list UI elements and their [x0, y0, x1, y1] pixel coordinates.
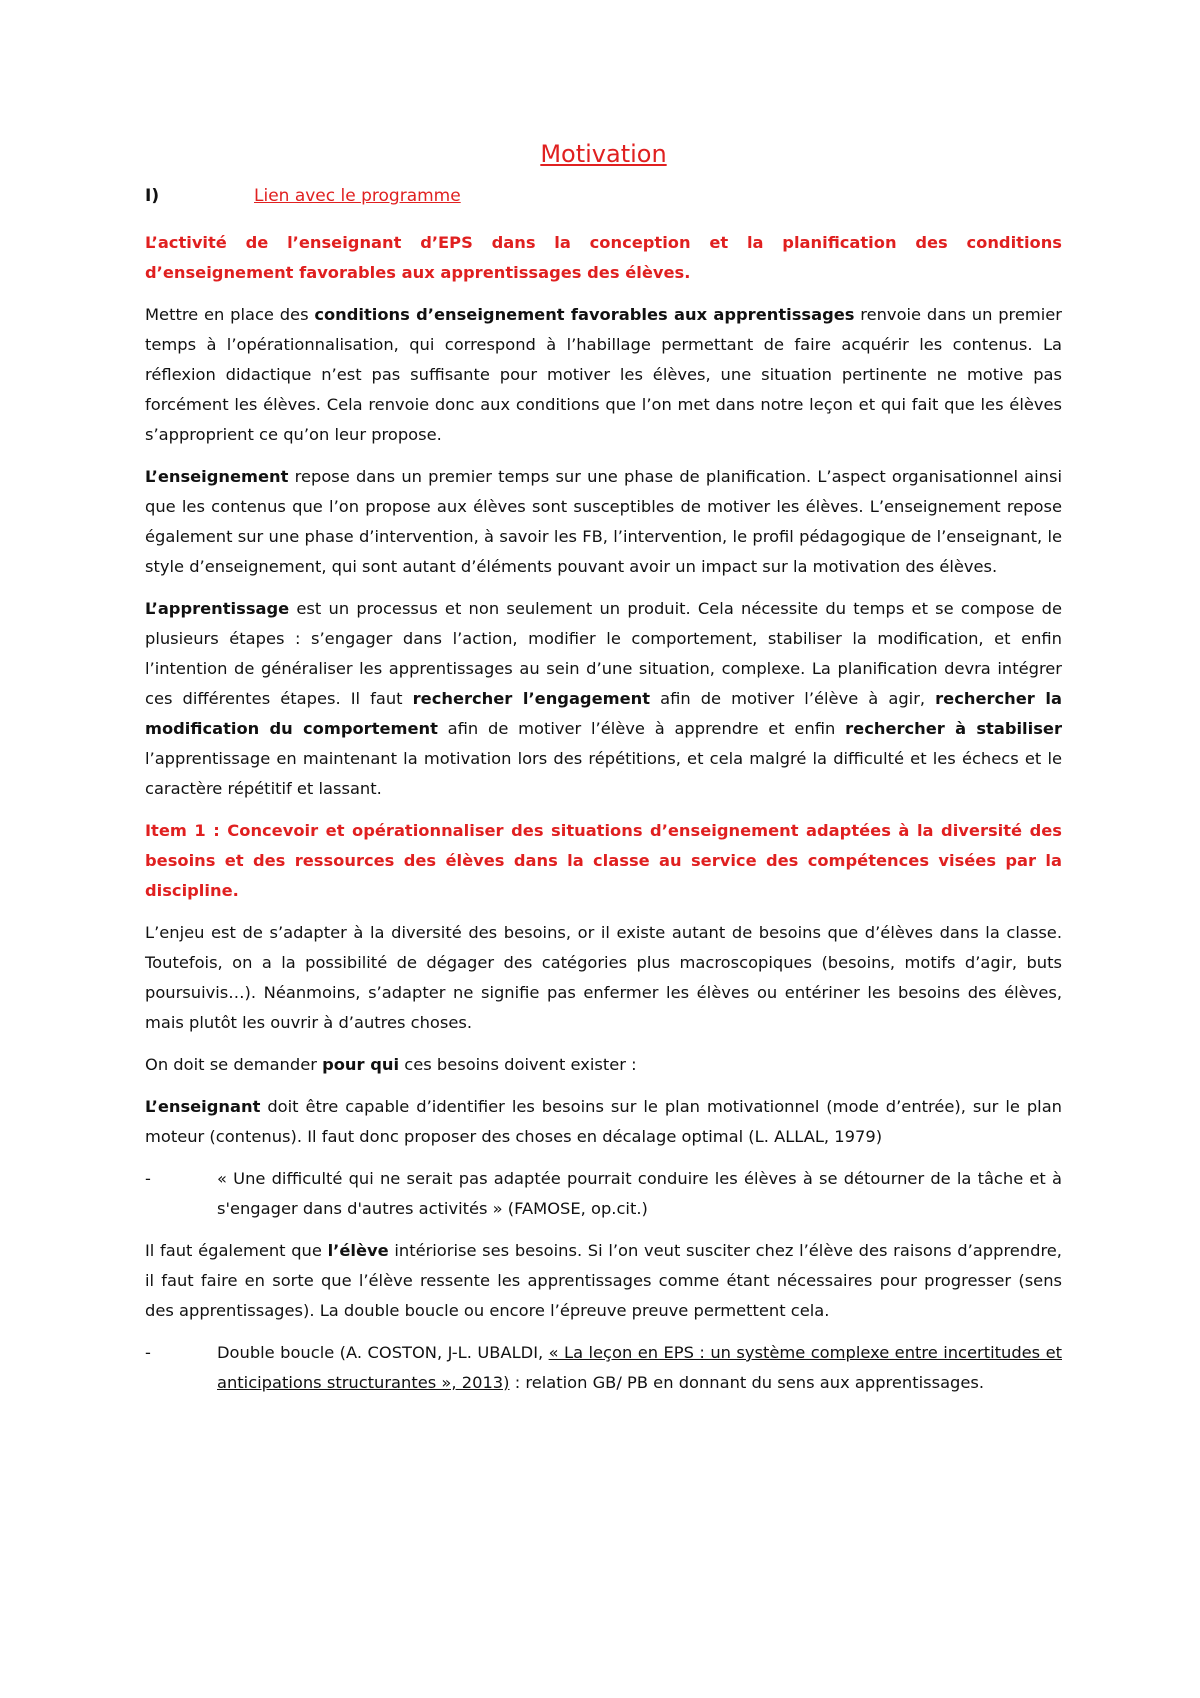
paragraph-eleve	[145, 1236, 1062, 1326]
text-run: afin de motiver l’élève à agir,	[650, 689, 936, 708]
dash-bullet: -	[145, 1343, 151, 1362]
paragraph-enseignement	[145, 462, 1062, 582]
text-run: repose dans un premier temps sur une phase de planification. L’aspect organisationnel ainsi que les contenus que l’on propose aux élèves sont susceptibles de motiver les élèves. L’enseignement repose également sur une phase d’intervention, à savoir les FB, l’intervention, le profil pédagogique de l’enseignant, le style d’enseignement, qui sont autant d’éléments pouvant avoir un impact sur la motivation des élèves.	[145, 467, 1062, 576]
list-item-famose-quote	[145, 1164, 1062, 1224]
section-heading	[145, 186, 1062, 206]
text-run: ces besoins doivent exister :	[399, 1055, 637, 1074]
page-title: Motivation	[540, 140, 667, 168]
document-body	[145, 140, 1062, 1410]
section-title: Lien avec le programme	[254, 186, 461, 206]
paragraph-enseignant	[145, 1092, 1062, 1152]
item-1-heading: Item 1 : Concevoir et opérationnaliser des situations d’enseignement adaptées à la diversité des besoins et des ressources des élèves dans la classe au service des compétences visées par la discipline.	[145, 821, 1062, 900]
text-run: Double boucle (A. COSTON, J-L. UBALDI,	[217, 1343, 549, 1362]
text-run: afin de motiver l’élève à apprendre et enfin	[437, 719, 846, 738]
text-run: On doit se demander	[145, 1055, 323, 1074]
text-run: doit être capable d’identifier les besoins sur le plan motivationnel (mode d’entrée), sur le plan moteur (contenus). Il faut donc proposer des choses en décalage optimal (L. ALLAL, 1979)	[145, 1097, 1062, 1146]
bold-run: conditions d’enseignement favorables aux apprentissages	[314, 305, 855, 324]
text-run: l’apprentissage en maintenant la motivation lors des répétitions, et cela malgré la difficulté et les échecs et le caractère répétitif et lassant.	[145, 749, 1062, 798]
section-number: I)	[145, 186, 160, 206]
bold-run: L’enseignement	[145, 467, 289, 486]
bold-run: L’enseignant	[145, 1097, 261, 1116]
text-run: est un processus et non seulement un produit. Cela nécessite du temps et se compose de plusieurs étapes : s’engager dans l’action, modifier le comportement, stabiliser la modification, et enfin l’intention de généraliser les apprentissages au sein d’une situation, complexe. La planification devra intégrer ces différentes étapes. Il faut	[145, 599, 1062, 708]
bold-run: pour qui	[322, 1055, 400, 1074]
quote-famose: « Une difficulté qui ne serait pas adaptée pourrait conduire les élèves à se détourner de la tâche et à s'engager dans d'autres activités » (FAMOSE, op.cit.)	[217, 1169, 1062, 1218]
text-run: intériorise ses besoins. Si l’on veut susciter chez l’élève des raisons d’apprendre, il faut faire en sorte que l’élève ressente les apprentissages comme étant nécessaires pour progresser (sens des apprentissages). La double boucle ou encore l’épreuve preuve permettent cela.	[145, 1241, 1062, 1320]
text-run: Mettre en place des	[145, 305, 315, 324]
paragraph-pour-qui	[145, 1050, 1062, 1080]
paragraph-conditions	[145, 300, 1062, 450]
double-boucle-text	[217, 1338, 1062, 1398]
paragraph-apprentissage	[145, 594, 1062, 804]
bold-run: rechercher l’engagement	[412, 689, 651, 708]
programme-heading: L’activité de l’enseignant d’EPS dans la conception et la planification des conditions d’enseignement favorables aux apprentissages des élèves.	[145, 233, 1062, 282]
bold-run: rechercher à stabiliser	[845, 719, 1062, 738]
paragraph-enjeu: L’enjeu est de s’adapter à la diversité des besoins, or il existe autant de besoins que d’élèves dans la classe. Toutefois, on a la possibilité de dégager des catégories plus macroscopiques (besoins, motifs d’agir, buts poursuivis…). Néanmoins, s’adapter ne signifie pas enfermer les élèves ou entériner les besoins des élèves, mais plutôt les ouvrir à d’autres choses.	[145, 923, 1062, 1032]
bold-run: rechercher la modification du comportement	[145, 689, 1062, 738]
bold-run: L’apprentissage	[145, 599, 290, 618]
text-run: Il faut également que	[145, 1241, 328, 1260]
bold-run: l’élève	[327, 1241, 389, 1260]
text-run: : relation GB/ PB en donnant du sens aux apprentissages.	[509, 1373, 985, 1392]
reference-title: « La leçon en EPS : un système complexe entre incertitudes et anticipations structurantes », 2013)	[217, 1343, 1062, 1392]
list-item-double-boucle	[145, 1338, 1062, 1398]
text-run: renvoie dans un premier temps à l’opérationnalisation, qui correspond à l’habillage permettant de faire acquérir les contenus. La réflexion didactique n’est pas suffisante pour motiver les élèves, une situation pertinente ne motive pas forcément les élèves. Cela renvoie donc aux conditions que l’on met dans notre leçon et qui fait que les élèves s’approprient ce qu’on leur propose.	[145, 305, 1062, 444]
dash-bullet: -	[145, 1169, 151, 1188]
